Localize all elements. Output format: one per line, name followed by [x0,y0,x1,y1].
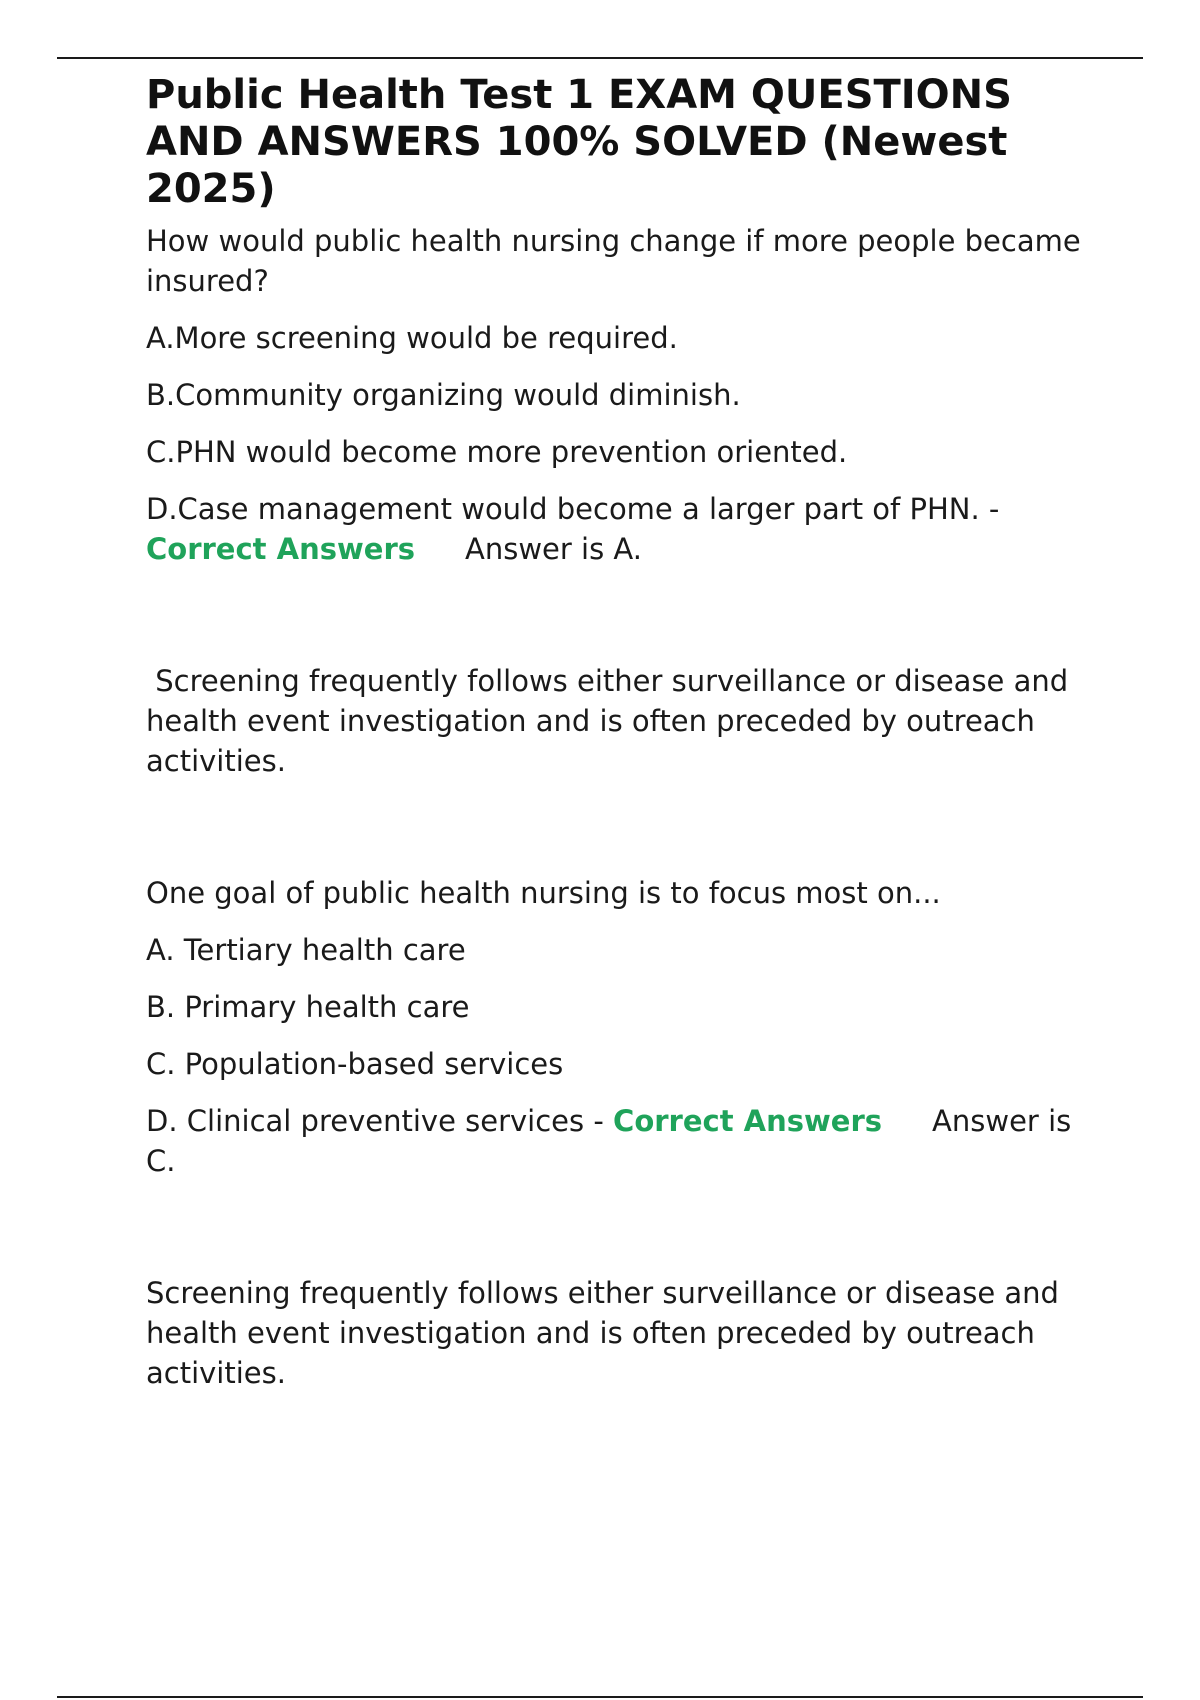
question-2-correct-label: Correct Answers [613,1104,883,1138]
question-2-option-a: A. Tertiary health care [146,933,466,967]
question-2-option-c: C. Population-based services [146,1047,564,1081]
question-1-option-d-with-answer [146,489,1091,569]
top-rule [57,57,1143,59]
question-1-answer: Answer is A. [465,532,642,566]
bottom-rule [57,1696,1143,1698]
question-2-prompt: One goal of public health nursing is to focus most on... [146,876,941,910]
question-2-answer: Answer is C. [146,1104,1072,1178]
question-1-option-d: D.Case management would become a larger part of PHN. - [146,492,1000,526]
question-1-option-c: C.PHN would become more prevention oriented. [146,435,848,469]
question-1-option-b: B.Community organizing would diminish. [146,378,741,412]
question-1-prompt: How would public health nursing change if more people became insured? [146,224,1081,298]
question-1-explanation: Screening frequently follows either surveillance or disease and health event investigation and is often preceded by outreach activities. [146,664,1078,778]
question-2-option-d: D. Clinical preventive services - [146,1104,604,1138]
question-2-option-d-with-answer [146,1101,1091,1181]
question-2-explanation: Screening frequently follows either surveillance or disease and health event investigation and is often preceded by outreach activities. [146,1276,1059,1390]
question-2-option-b: B. Primary health care [146,990,470,1024]
question-1-option-a: A.More screening would be required. [146,321,678,355]
document-content [146,72,1091,1393]
question-1-correct-label: Correct Answers [146,532,416,566]
document-title: Public Health Test 1 EXAM QUESTIONS AND ANSWERS 100% SOLVED (Newest 2025) [146,72,1012,212]
